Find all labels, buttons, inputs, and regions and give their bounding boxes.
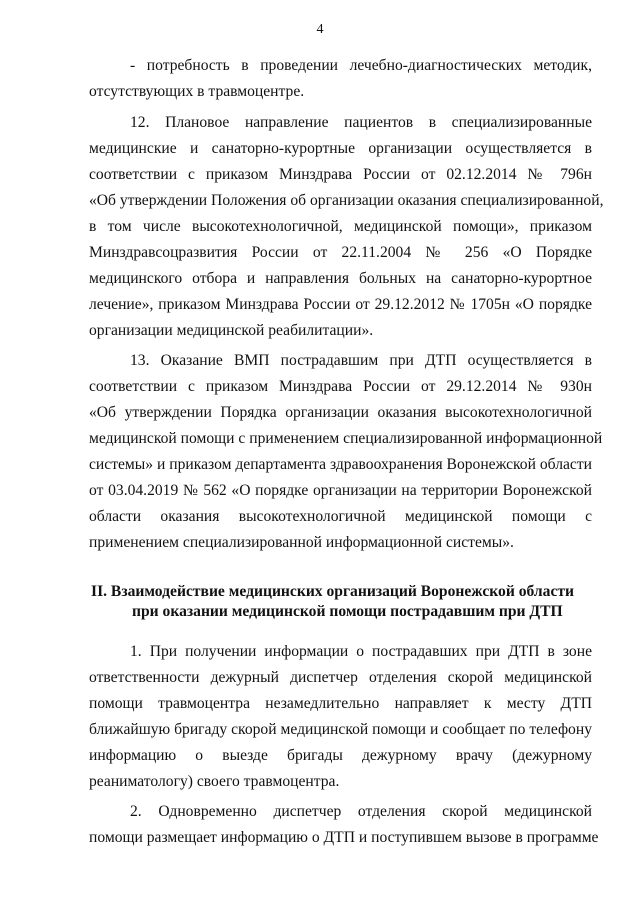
- paragraph-line: помощи травмоцентра незамедлительно направляет к месту ДТП: [89, 695, 592, 712]
- paragraph-line: области оказания высокотехнологичной медицинской помощи с: [89, 508, 592, 525]
- paragraph-line: отсутствующих в травмоцентре.: [89, 83, 305, 100]
- section-heading-line-2: при оказании медицинской помощи пострадавшим при ДТП: [132, 603, 563, 620]
- paragraph-line: реаниматологу) своего травмоцентра.: [89, 773, 340, 790]
- paragraph-line: от 03.04.2019 № 562 «О порядке организации на территории Воронежской: [89, 482, 592, 499]
- paragraph-line: ближайшую бригаду скорой медицинской помощи и сообщает по телефону: [89, 721, 592, 738]
- paragraph-line: 2. Одновременно диспетчер отделения скорой медицинской: [130, 803, 592, 820]
- paragraph-line: - потребность в проведении лечебно-диагностических методик,: [130, 57, 592, 74]
- page-number: 4: [316, 22, 324, 37]
- paragraph-line: системы» и приказом департамента здравоохранения Воронежской области: [89, 456, 592, 473]
- paragraph-line: информацию о выезде бригады дежурному врачу (дежурному: [89, 747, 592, 764]
- paragraph-line: соответствии с приказом Минздрава России от 29.12.2014 № 930н: [89, 378, 592, 395]
- paragraph-line: организации медицинской реабилитации».: [89, 322, 374, 339]
- paragraph-line: ответственности дежурный диспетчер отделения скорой медицинской: [89, 669, 592, 686]
- paragraph-line: медицинского отбора и направления больных на санаторно-курортное: [89, 270, 592, 287]
- paragraph-line: медицинские и санаторно-курортные организации осуществляется в: [89, 140, 592, 157]
- paragraph-line: «Об утверждении Порядка организации оказания высокотехнологичной: [89, 404, 592, 421]
- paragraph-line: 12. Плановое направление пациентов в специализированные: [130, 114, 592, 131]
- paragraph-line: «Об утверждении Положения об организации оказания специализированной,: [89, 192, 604, 209]
- paragraph-line: лечение», приказом Минздрава России от 29.12.2012 № 1705н «О порядке: [89, 296, 592, 313]
- paragraph-line: соответствии с приказом Минздрава России от 02.12.2014 № 796н: [89, 166, 592, 183]
- paragraph-line: Минздравсоцразвития России от 22.11.2004 № 256 «О Порядке: [89, 244, 592, 261]
- paragraph-line: 13. Оказание ВМП пострадавшим при ДТП осуществляется в: [130, 352, 592, 369]
- paragraph-line: помощи размещает информацию о ДТП и поступившем вызове в программе: [89, 829, 599, 846]
- paragraph-line: 1. При получении информации о пострадавших при ДТП в зоне: [130, 643, 592, 660]
- paragraph-line: медицинской помощи с применением специализированной информационной: [89, 430, 603, 447]
- paragraph-line: применением специализированной информационной системы».: [89, 534, 514, 551]
- section-heading-line-1: II. Взаимодействие медицинских организаций Воронежской области: [91, 583, 575, 600]
- paragraph-line: в том числе высокотехнологичной, медицинской помощи», приказом: [89, 218, 592, 235]
